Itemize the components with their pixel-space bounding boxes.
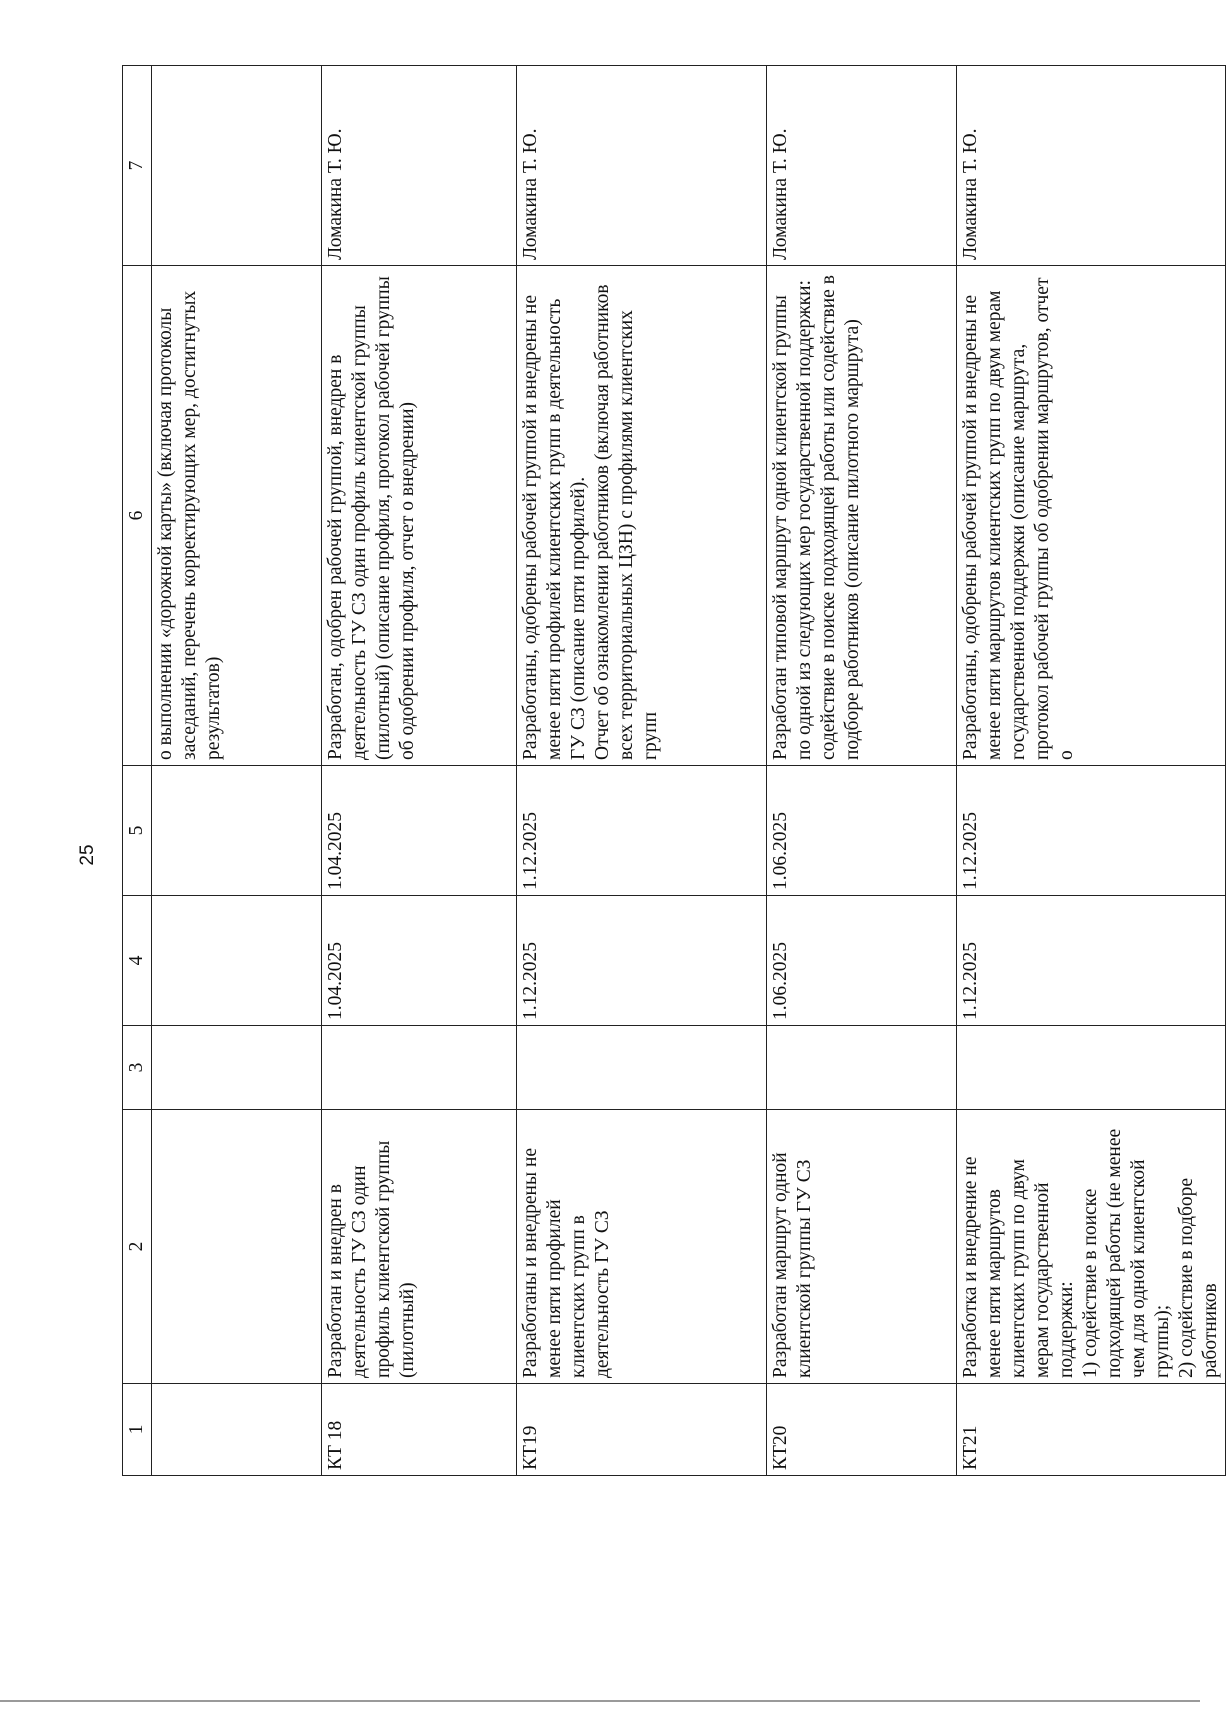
control-points-table (122, 65, 1226, 1476)
control-points-table-rotated (122, 66, 1221, 1476)
cell-col4: 1.06.2025 (767, 896, 957, 1026)
table-row (767, 66, 957, 1476)
cell-col5: 1.12.2025 (957, 766, 1226, 896)
cell-col4: 1.04.2025 (322, 896, 517, 1026)
cell-id: КТ21 (957, 1384, 1226, 1476)
cell-id: КТ20 (767, 1384, 957, 1476)
cell-col3 (152, 1026, 322, 1110)
cell-responsible: Ломакина Т. Ю. (322, 66, 517, 266)
cell-name: Разработка и внедрение не менее пяти маршрутов клиентских групп по двум мерам государственной поддержки: 1) содействие в поиске подходящей работы (не менее чем для одной клиентской группы); 2) содействие в подборе работников (957, 1110, 1226, 1384)
cell-name (152, 1110, 322, 1384)
cell-col3 (957, 1026, 1226, 1110)
header-col-3: 3 (123, 1026, 152, 1110)
header-col-7: 7 (123, 66, 152, 266)
cell-result: Разработаны, одобрены рабочей группой и внедрены не менее пяти профилей клиентских групп в деятельность ГУ СЗ (описание пяти профилей). Отчет об ознакомлении работников (включая работников всех территориальных ЦЗН) с профилями клиентских групп (517, 266, 767, 766)
cell-name: Разработаны и внедрены не менее пяти профилей клиентских групп в деятельность ГУ СЗ (517, 1110, 767, 1384)
cell-id: КТ19 (517, 1384, 767, 1476)
table-row (957, 66, 1226, 1476)
cell-col4: 1.12.2025 (957, 896, 1226, 1026)
cell-name: Разработан и внедрен в деятельность ГУ СЗ один профиль клиентской группы (пилотный) (322, 1110, 517, 1384)
cell-id (152, 1384, 322, 1476)
page-number: 25 (77, 844, 98, 866)
cell-responsible: Ломакина Т. Ю. (517, 66, 767, 266)
cell-result: Разработан типовой маршрут одной клиентской группы по одной из следующих мер государственной поддержки: содействие в поиске подходящей работы или содействие в подборе работников (описание пилотного маршрута) (767, 266, 957, 766)
table-row (517, 66, 767, 1476)
cell-responsible: Ломакина Т. Ю. (767, 66, 957, 266)
cell-col4: 1.12.2025 (517, 896, 767, 1026)
header-col-1: 1 (123, 1384, 152, 1476)
cell-col5: 1.06.2025 (767, 766, 957, 896)
cell-col3 (322, 1026, 517, 1110)
header-col-6: 6 (123, 266, 152, 766)
cell-col3 (517, 1026, 767, 1110)
table-row (152, 66, 322, 1476)
cell-col3 (767, 1026, 957, 1110)
cell-result: Разработан, одобрен рабочей группой, внедрен в деятельность ГУ СЗ один профиль клиентской группы (пилотный) (описание профиля, протокол рабочей группы об одобрении профиля, отчет о внедрении) (322, 266, 517, 766)
header-col-2: 2 (123, 1110, 152, 1384)
cell-name: Разработан маршрут одной клиентской группы ГУ СЗ (767, 1110, 957, 1384)
cell-col5: 1.04.2025 (322, 766, 517, 896)
cell-result: о выполнении «дорожной карты» (включая протоколы заседаний, перечень корректирующих мер, достигнутых результатов) (152, 266, 322, 766)
header-col-5: 5 (123, 766, 152, 896)
header-row (123, 66, 152, 1476)
cell-responsible: Ломакина Т. Ю. (957, 66, 1226, 266)
header-col-4: 4 (123, 896, 152, 1026)
cell-responsible (152, 66, 322, 266)
cell-col5: 1.12.2025 (517, 766, 767, 896)
cell-col4 (152, 896, 322, 1026)
cell-col5 (152, 766, 322, 896)
cell-id: КТ 18 (322, 1384, 517, 1476)
scan-edge-line (0, 1700, 1200, 1702)
table-row (322, 66, 517, 1476)
cell-result: Разработаны, одобрены рабочей группой и внедрены не менее пяти маршрутов клиентских групп по двум мерам государственной поддержки (описание маршрута, протокол рабочей группы об одобрении маршрутов, отчет о (957, 266, 1226, 766)
